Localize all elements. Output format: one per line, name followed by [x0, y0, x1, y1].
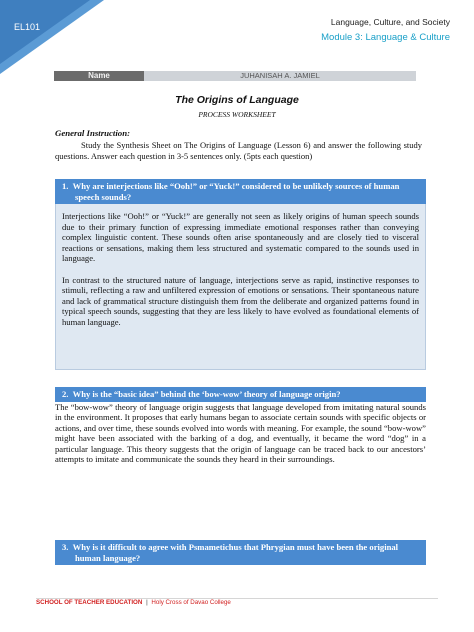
question-number: 3.	[62, 542, 69, 552]
footer-separator: |	[146, 599, 148, 606]
instruction-text: Study the Synthesis Sheet on The Origins of Language (Lesson 6) and answer the following study questions. Answer each question in 3-5 sentences only. (5pts each question)	[55, 140, 422, 161]
footer-school: SCHOOL OF TEACHER EDUCATION	[36, 599, 143, 606]
name-label: Name	[54, 71, 144, 81]
question-number: 2.	[62, 389, 69, 399]
question-bar	[55, 540, 426, 565]
question-block-2	[55, 387, 426, 465]
question-text: Why is the “basic idea” behind the ‘bow-wow’ theory of language origin?	[72, 389, 341, 399]
question-text: Why is it difficult to agree with Psmametichus that Phrygian must have been the original human language?	[72, 542, 399, 563]
name-row	[54, 71, 416, 81]
answer-box	[55, 402, 426, 466]
question-block-1	[55, 179, 426, 370]
page-footer	[36, 598, 438, 606]
answer-box	[55, 204, 426, 370]
question-bar	[55, 387, 426, 402]
page-header	[321, 17, 450, 43]
answer-paragraph: In contrast to the structured nature of language, interjections serve as rapid, instinctive responses to stimuli, reflecting a raw and unfiltered expression of emotions or sensations. Their spontaneous nature and lack of grammatical structure distinguish them from the deliberate and organized patterns found in typical speech sounds, suggesting that they are less likely to have evolved as foundational elements of human language.	[62, 274, 419, 327]
answer-paragraph: Interjections like “Ooh!” or “Yuck!” are generally not seen as likely origins of human speech sounds due to their primary function of expressing immediate emotional responses rather than conveying complex linguistic content. These sounds often arise spontaneously and are closely tied to visceral reactions or sensations, making them less structured and systematic compared to the sounds used in language.	[62, 211, 419, 264]
question-number: 1.	[62, 181, 69, 191]
document-title: The Origins of Language	[175, 94, 299, 106]
question-text: Why are interjections like “Ooh!” or “Yuck!” considered to be unlikely sources of human speech sounds?	[72, 181, 400, 202]
document-subtitle: PROCESS WORKSHEET	[198, 110, 276, 119]
footer-college: Holy Cross of Davao College	[151, 599, 231, 606]
header-corner-graphic	[0, 0, 104, 74]
question-bar	[55, 179, 426, 204]
question-block-3	[55, 540, 426, 565]
course-title: Language, Culture, and Society	[330, 17, 450, 27]
name-value: JUHANISAH A. JAMIEL	[144, 71, 416, 81]
answer-paragraph: The “bow-wow” theory of language origin suggests that language developed from imitating natural sounds in the environment. It proposes that early humans began to associate certain sounds with specific objects or actions, and over time, these sounds evolved into words with meaning. For example, the sound “bow-wow” might have been associated with the barking of a dog, and eventually, it became the word “dog” in a particular language. This theory suggests that the origin of language can be traced back to our ancestors’ attempts to imitate and communicate the sounds they heard in their surroundings.	[55, 401, 426, 465]
course-code: EL101	[14, 22, 41, 32]
module-label: Module 3: Language & Culture	[321, 32, 450, 43]
instruction-heading: General Instruction:	[55, 128, 131, 138]
